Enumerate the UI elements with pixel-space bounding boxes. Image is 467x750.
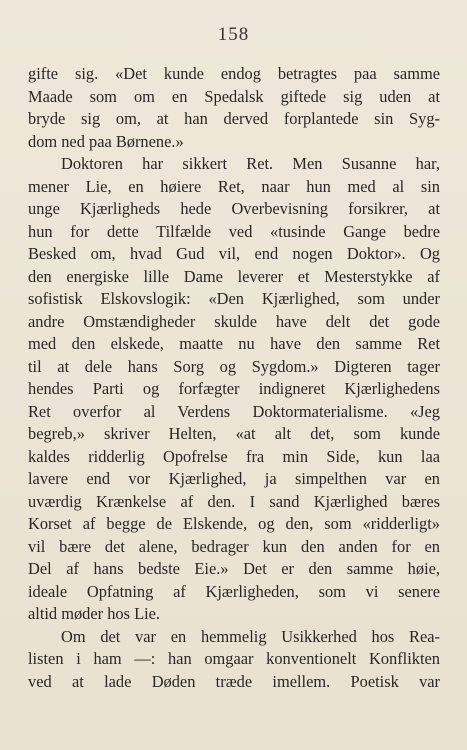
text-line: vil bære det alene, bedrager kun den anden for en bbox=[28, 536, 440, 556]
text-line: ved at lade Døden træde imellem. Poetisk var bbox=[28, 671, 440, 691]
text-line: gifte sig. «Det kunde endog betragtes paa samme bbox=[28, 64, 440, 83]
text-line: unge Kjærligheds hede Overbevisning forsikrer, at bbox=[28, 199, 440, 218]
text-line: med den elskede, maatte nu have den samme Ret bbox=[28, 334, 440, 353]
text-line: sofistisk Elskovslogik: «Den Kjærlighed, som under bbox=[28, 289, 440, 308]
text-line: dom ned paa Børnene.» bbox=[28, 131, 184, 151]
text-line: kaldes ridderlig Opofrelse fra min Side, kun laa bbox=[28, 446, 440, 466]
text-line: uværdig Krænkelse af den. I sand Kjærlighed bæres bbox=[28, 491, 440, 511]
text-line: Besked om, hvad Gud vil, end nogen Doktor». Og bbox=[28, 244, 440, 263]
text-line: ideale Opfatning af Kjærligheden, som vi senere bbox=[28, 581, 440, 601]
text-line: Doktoren har sikkert Ret. Men Susanne har, bbox=[61, 154, 440, 173]
text-line: begreb,» skriver Helten, «at alt det, som kunde bbox=[28, 424, 440, 443]
text-line: hendes Parti og forfægter indigneret Kjærlighedens bbox=[28, 379, 440, 398]
text-line: Ret overfor al Verdens Doktormaterialisme. «Jeg bbox=[28, 401, 440, 421]
text-line: hun for dette Tilfælde ved «tusinde Gange bedre bbox=[28, 221, 440, 241]
text-line: altid møder hos Lie. bbox=[28, 604, 161, 623]
text-line: bryde sig om, at han derved forplantede sin Syg- bbox=[28, 109, 440, 128]
text-line: Om det var en hemmelig Usikkerhed hos Rea- bbox=[61, 626, 440, 646]
page-number: 158 bbox=[217, 24, 250, 45]
text-line: lavere end vor Kjærlighed, ja simpelthen var en bbox=[28, 469, 440, 488]
text-line: Korset af begge de Elskende, og den, som «ridderligt» bbox=[28, 514, 440, 533]
text-line: andre Omstændigheder skulde have delt det gode bbox=[28, 311, 440, 331]
text-line: til at dele hans Sorg og Sygdom.» Digteren tager bbox=[28, 356, 440, 376]
body-text bbox=[28, 63, 440, 693]
text-line: Maade som om en Spedalsk giftede sig uden at bbox=[28, 86, 440, 106]
text-line: mener Lie, en høiere Ret, naar hun med al sin bbox=[28, 176, 440, 196]
text-line: den energiske lille Dame leverer et Mesterstykke af bbox=[28, 266, 440, 286]
text-line: listen i ham —: han omgaar konventionelt Konflikten bbox=[28, 649, 440, 668]
text-line: Del af hans bedste Eie.» Det er den samme høie, bbox=[28, 559, 440, 578]
